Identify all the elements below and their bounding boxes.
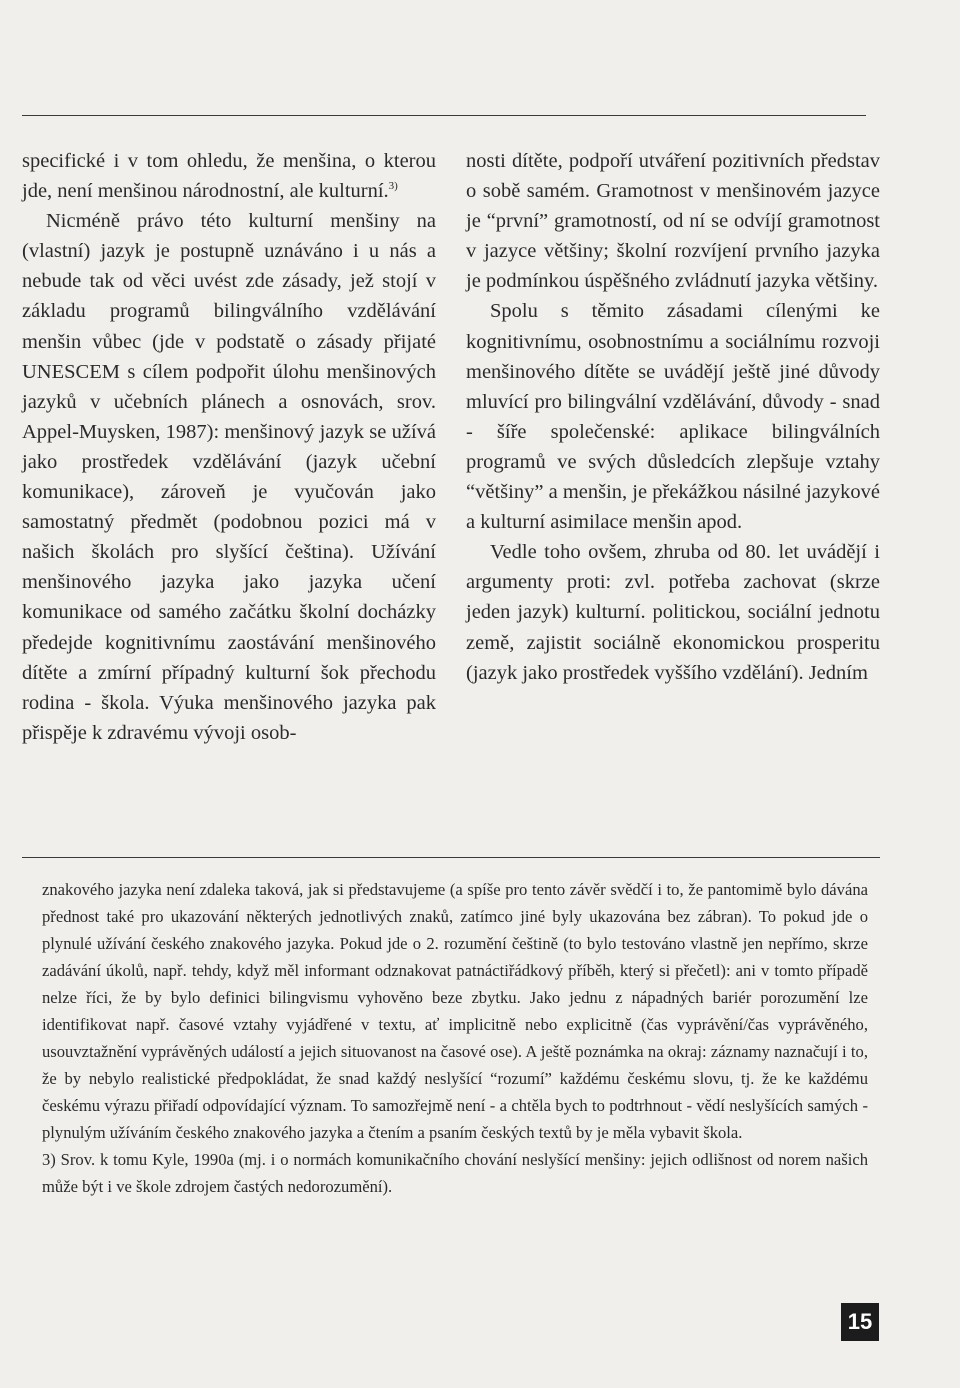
footnote-continued: znakového jazyka není zdaleka taková, jak si představujeme (a spíše pro tento závěr svědčí i to, že pantomimě bylo dávána přednost také pro ukazování některých jednotlivých znaků, zatímco jiné byly ukazována bez zábran). To pokud jde o plynulé užívání českého znakového jazyka. Pokud jde o 2. rozumění češtině (to bylo testováno vlastně jen nepřímo, skrze zadávání úkolů, např. tehdy, když měl informant odznakovat patnáctiřádkový příběh, který si přečetl): ani v tomto případě nelze říci, že by bylo definici bilingvismu vyhověno beze zbytku. Jako jednu z nápadných bariér porozumění lze identifikovat např. časové vztahy vyjádřené v textu, ať implicitně nebo explicitně (čas vyprávění/čas vyprávěného, usouvztažnění vyprávěných událostí a jejich situovanost na časové ose). A ještě poznámka na okraj: záznamy naznačují i to, že by nebylo realistické předpokládat, že snad každý neslyšící “rozumí” každému českému slovu, tj. že ke každému českému výrazu přiřadí odpovídající význam. To samozřejmě není - a chtěla bych to podtrhnout - vědí neslyšících samých - plynulým užíváním českého znakového jazyka a čtením a psaním českých textů by je měla vybavit škola. <box>42 880 868 1142</box>
footnote-3: 3) Srov. k tomu Kyle, 1990a (mj. i o normách komunikačního chování neslyšící menšiny: jejich odlišnost od norem našich může být i ve škole zdrojem častých nedorozumění). <box>42 1150 868 1196</box>
right-paragraph-2: Spolu s těmito zásadami cílenými ke kognitivnímu, osobnostnímu a sociálnímu rozvoji menšinového dítěte se uvádějí ještě jiné důvody mluvící pro bilingvální vzdělávání, důvody - snad - šíře společenské: aplikace bilingválních programů ve svých důsledcích zlepšuje vztahy “většiny” a menšin, je překážkou násilné jazykové a kulturní asimilace menšin apod. <box>466 300 880 534</box>
right-paragraph-3: Vedle toho ovšem, zhruba od 80. let uvádějí i argumenty proti: zvl. potřeba zachovat (skrze jeden jazyk) kulturní. politickou, sociální jednotu země, zajistit sociálně ekonomickou prosperitu (jazyk jako prostředek vyššího vzdělání). Jedním <box>466 541 880 684</box>
left-column <box>22 146 436 748</box>
footnote-rule <box>22 857 880 858</box>
right-column <box>466 146 880 688</box>
top-rule <box>22 115 866 116</box>
footnotes <box>42 876 868 1200</box>
left-paragraph-1 <box>22 146 436 206</box>
left-paragraph-1-text: specifické i v tom ohledu, že menšina, o kterou jde, není menšinou národnostní, ale kulturní. <box>22 150 436 203</box>
footnote-ref-3: 3) <box>388 180 398 193</box>
left-paragraph-2: Nicméně právo této kulturní menšiny na (vlastní) jazyk je postupně uznáváno i u nás a nebude tak od věci uvést zde zásady, jež stojí v základu programů bilingválního vzdělávání menšin vůbec (jde v podstatě o zásady přijaté UNESCEM s cílem podpořit úlohu menšinových jazyků v učebních plánech a osnovách, srov. Appel-Muysken, 1987): menšinový jazyk se užívá jako prostředek vzdělávání (jazyk učební komunikace), zároveň je vyučován jako samostatný předmět (podobnou pozici má v našich školách pro slyšící čeština). Užívání menšinového jazyka jako jazyka učení komunikace od samého začátku školní docházky předejde kognitivnímu zaostávání menšinového dítěte a zmírní případný kulturní šok přechodu rodina - škola. Výuka menšinového jazyka pak přispěje k zdravému vývoji osob- <box>22 210 436 744</box>
page-number: 15 <box>841 1303 879 1341</box>
right-paragraph-1: nosti dítěte, podpoří utváření pozitivních představ o sobě samém. Gramotnost v menšinovém jazyce je “první” gramotností, od ní se odvíjí gramotnost v jazyce většiny; školní rozvíjení prvního jazyka je podmínkou úspěšného zvládnutí jazyka většiny. <box>466 150 880 293</box>
